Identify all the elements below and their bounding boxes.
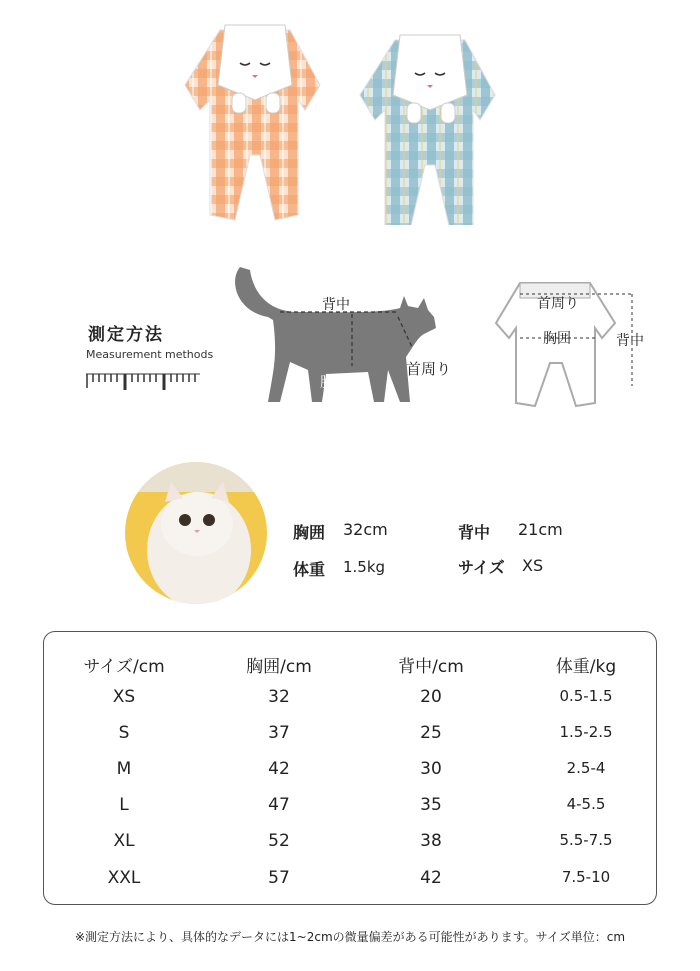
model-size-label: サイズ <box>458 558 505 577</box>
cell-chest: 42 <box>268 759 290 779</box>
cell-back: 20 <box>420 687 442 707</box>
header-weight: 体重/kg <box>555 657 617 677</box>
garment-chest-label: 胸囲 <box>543 331 571 347</box>
orange-onesie <box>185 25 320 220</box>
cell-weight: 0.5-1.5 <box>559 687 613 705</box>
cell-weight: 1.5-2.5 <box>559 723 613 741</box>
ruler-icon <box>84 366 202 392</box>
cell-size: XL <box>113 831 135 851</box>
cell-chest: 32 <box>268 687 290 707</box>
cell-back: 38 <box>420 831 442 851</box>
model-weight-label: 体重 <box>293 560 326 579</box>
model-size-value: XS <box>522 556 544 575</box>
cat-neck-label: 首周り <box>406 360 452 378</box>
cell-size: XS <box>112 687 136 707</box>
size-table <box>43 631 657 905</box>
cell-weight: 4-5.5 <box>566 795 606 813</box>
model-cat-photo <box>125 462 267 604</box>
cat-chest-label: 胸囲 <box>320 375 348 391</box>
model-chest-value: 32cm <box>343 520 388 539</box>
cell-weight: 2.5-4 <box>566 759 606 777</box>
measure-subtitle: Measurement methods <box>86 348 214 361</box>
garment-back-label: 背中 <box>616 333 644 349</box>
cell-chest: 57 <box>268 868 290 888</box>
blue-onesie <box>360 35 495 225</box>
model-back-value: 21cm <box>518 520 563 539</box>
measure-title: 測定方法 <box>88 325 164 345</box>
measurement-note: ※測定方法により、具体的なデータには1~2cmの微量偏差がある可能性があります。サイズ単位：cm <box>74 930 626 944</box>
cell-chest: 37 <box>268 723 290 743</box>
cell-weight: 7.5-10 <box>561 868 611 886</box>
cell-back: 30 <box>420 759 442 779</box>
cell-size: M <box>116 759 132 779</box>
cell-size: L <box>119 795 129 815</box>
header-chest: 胸囲/cm <box>246 657 312 677</box>
cell-chest: 47 <box>268 795 290 815</box>
garment-neck-label: 首周り <box>537 296 579 312</box>
cell-size: S <box>118 723 130 743</box>
cell-chest: 52 <box>268 831 290 851</box>
product-illustration <box>180 15 520 225</box>
cat-back-label: 背中 <box>322 297 350 313</box>
model-chest-label: 胸囲 <box>293 523 326 542</box>
header-size: サイズ/cm <box>83 657 165 677</box>
cell-back: 42 <box>420 868 442 888</box>
model-weight-value: 1.5kg <box>343 558 386 576</box>
model-back-label: 背中 <box>458 523 491 542</box>
cell-back: 25 <box>420 723 442 743</box>
cell-back: 35 <box>420 795 442 815</box>
cell-weight: 5.5-7.5 <box>559 831 613 849</box>
cell-size: XXL <box>107 868 141 888</box>
header-back: 背中/cm <box>398 657 464 677</box>
